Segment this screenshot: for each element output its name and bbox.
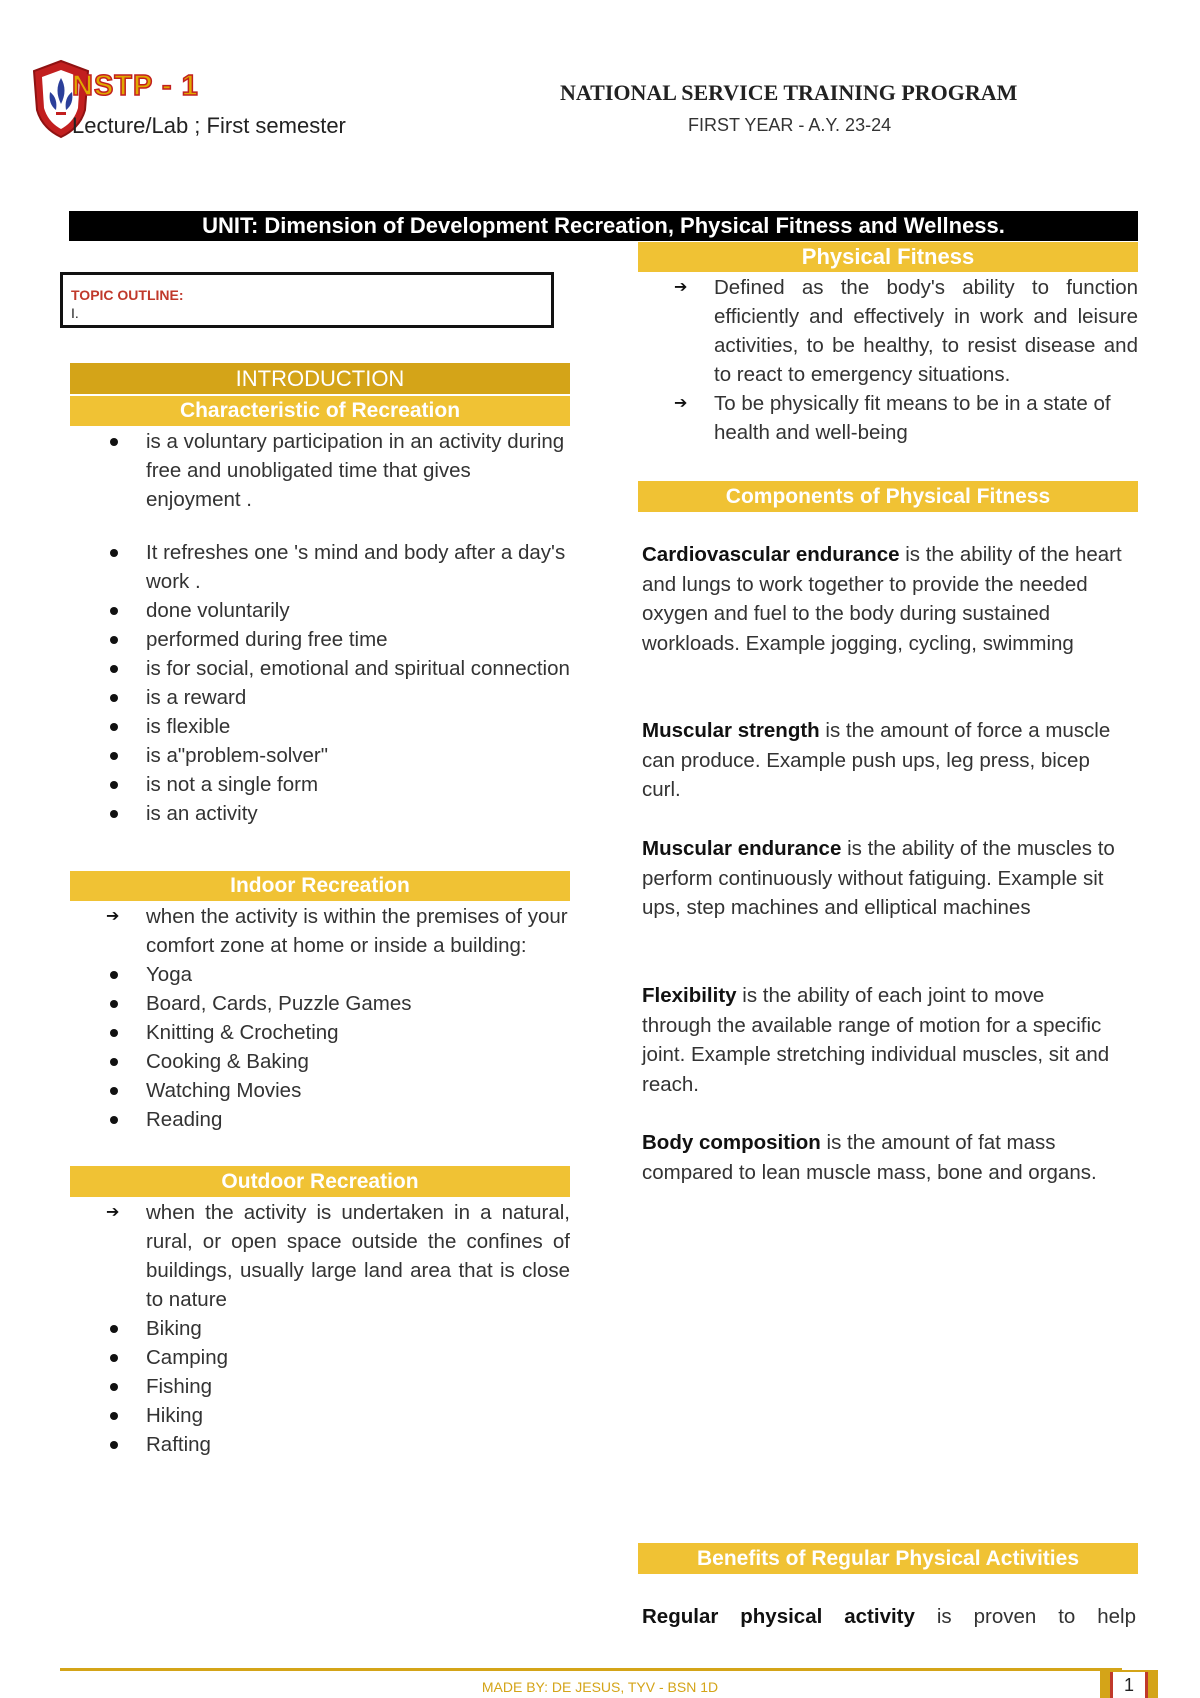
topic-outline-label: TOPIC OUTLINE: xyxy=(71,287,184,303)
program-subtitle: FIRST YEAR - A.Y. 23-24 xyxy=(688,115,892,135)
list-item: is not a single form xyxy=(70,770,570,799)
list-item: is a"problem-solver" xyxy=(70,741,570,770)
component-text: is the ability of the muscles to perform continuously without fatiguing. Example sit ups, step machines and elliptical machines xyxy=(642,837,1115,919)
topic-outline-item: I. xyxy=(71,305,79,321)
benefits-body: is proven to help xyxy=(914,1605,1137,1628)
component-cardio xyxy=(642,540,1142,658)
component-text: is the amount of fat mass compared to lean muscle mass, bone and organs. xyxy=(642,1131,1097,1184)
characteristics-list-wrap xyxy=(70,427,570,828)
list-item: is a reward xyxy=(70,683,570,712)
unit-title: UNIT: Dimension of Development Recreation, Physical Fitness and Wellness. xyxy=(69,211,1138,241)
list-item: Cooking & Baking xyxy=(70,1047,570,1076)
component-strength xyxy=(642,716,1122,805)
physical-fitness-list xyxy=(638,273,1138,447)
physical-fitness-list-wrap xyxy=(638,273,1138,447)
characteristic-header: Characteristic of Recreation xyxy=(70,396,570,426)
benefits-term: Regular physical activity xyxy=(642,1605,915,1628)
list-item: Biking xyxy=(70,1314,570,1343)
course-subtitle: Lecture/Lab ; First semester xyxy=(72,113,346,138)
list-item: ➔ To be physically fit means to be in a state of health and well-being xyxy=(638,389,1138,447)
indoor-list xyxy=(70,902,570,1134)
list-item: Rafting xyxy=(70,1430,570,1459)
list-item: Board, Cards, Puzzle Games xyxy=(70,989,570,1018)
topic-outline-box xyxy=(60,272,554,328)
component-endurance xyxy=(642,834,1142,923)
footer-credit: MADE BY: DE JESUS, TYV - BSN 1D xyxy=(481,1679,719,1695)
list-item: Watching Movies xyxy=(70,1076,570,1105)
indoor-recreation-header: Indoor Recreation xyxy=(70,871,570,901)
program-title: NATIONAL SERVICE TRAINING PROGRAM xyxy=(560,80,1018,105)
physical-fitness-header: Physical Fitness xyxy=(638,242,1138,272)
introduction-header: INTRODUCTION xyxy=(70,363,570,394)
list-item: is flexible xyxy=(70,712,570,741)
indoor-list-wrap xyxy=(70,902,570,1134)
outdoor-list xyxy=(70,1198,570,1459)
indoor-definition: ➔ when the activity is within the premises of your comfort zone at home or inside a building: xyxy=(70,902,570,960)
component-term: Muscular endurance xyxy=(642,837,842,860)
list-item: is a voluntary participation in an activity during free and unobligated time that gives enjoyment . xyxy=(70,427,570,514)
list-item: Hiking xyxy=(70,1401,570,1430)
course-title: NSTP - 1 xyxy=(72,70,199,102)
component-text: is the amount of force a muscle can produce. Example push ups, leg press, bicep curl. xyxy=(642,719,1111,801)
list-item: It refreshes one 's mind and body after a day's work . xyxy=(70,538,570,596)
component-text: is the ability of the heart and lungs to work together to provide the needed oxygen and fuel to the body during sustained workloads. Example jogging, cycling, swimming xyxy=(642,543,1122,655)
component-term: Cardiovascular endurance xyxy=(642,543,900,566)
characteristics-list xyxy=(70,427,570,828)
component-text: is the ability of each joint to move through the available range of motion for a specific joint. Example stretching individual muscles, sit and reach. xyxy=(642,984,1110,1096)
list-item: is for social, emotional and spiritual connection xyxy=(70,654,570,683)
list-item: Fishing xyxy=(70,1372,570,1401)
outdoor-definition: ➔ when the activity is undertaken in a natural, rural, or open space outside the confines of buildings, usually large land area that is close to nature xyxy=(70,1198,570,1314)
components-header: Components of Physical Fitness xyxy=(638,481,1138,512)
footer-divider xyxy=(60,1668,1122,1671)
component-term: Flexibility xyxy=(642,984,737,1007)
list-item: Yoga xyxy=(70,960,570,989)
list-item: done voluntarily xyxy=(70,596,570,625)
list-item: Knitting & Crocheting xyxy=(70,1018,570,1047)
list-item: Reading xyxy=(70,1105,570,1134)
outdoor-list-wrap xyxy=(70,1198,570,1459)
list-item: ➔ Defined as the body's ability to function efficiently and effectively in work and leisure activities, to be healthy, to resist disease and to react to emergency situations. xyxy=(638,273,1138,389)
benefits-header: Benefits of Regular Physical Activities xyxy=(638,1543,1138,1574)
list-item: performed during free time xyxy=(70,625,570,654)
page-number: 1 xyxy=(1110,1672,1148,1698)
outdoor-recreation-header: Outdoor Recreation xyxy=(70,1166,570,1197)
list-item: Camping xyxy=(70,1343,570,1372)
benefits-text xyxy=(642,1602,1136,1632)
component-term: Muscular strength xyxy=(642,719,820,742)
component-term: Body composition xyxy=(642,1131,821,1154)
component-flexibility xyxy=(642,981,1112,1099)
component-body-composition xyxy=(642,1128,1122,1187)
list-item: is an activity xyxy=(70,799,570,828)
